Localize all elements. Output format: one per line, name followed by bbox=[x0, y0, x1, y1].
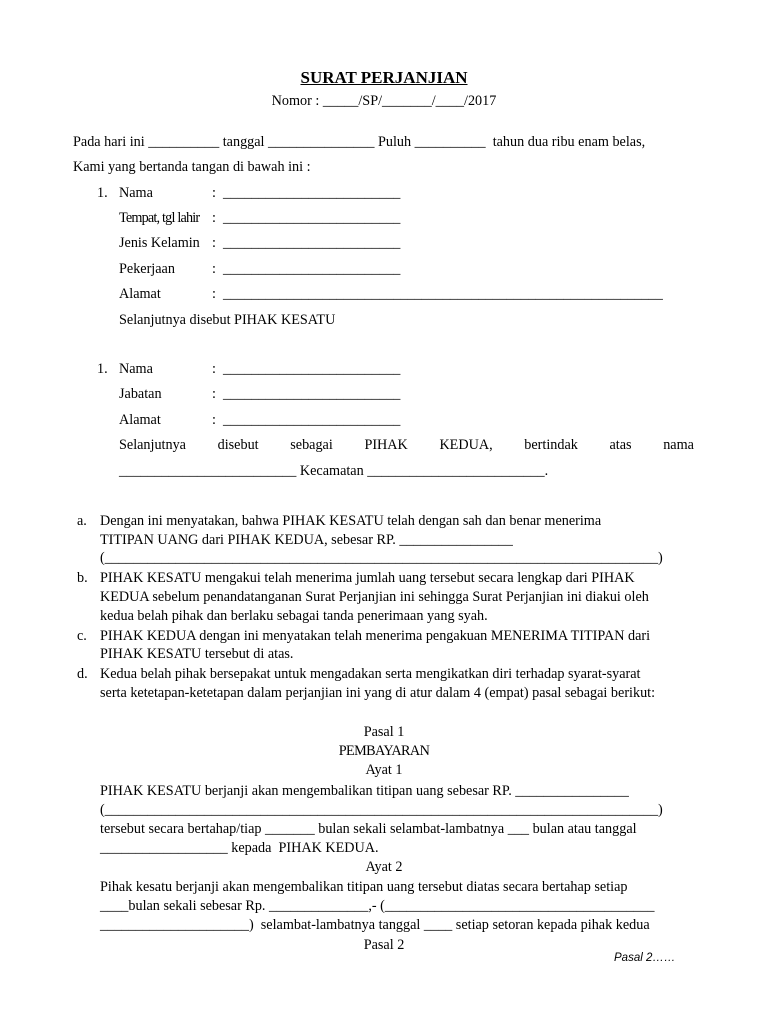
clause-c-marker: c. bbox=[77, 628, 87, 644]
party1-job-field: : _________________________ bbox=[212, 261, 401, 277]
party2-position-label: Jabatan bbox=[119, 386, 162, 402]
closing-word: atas bbox=[609, 437, 632, 453]
pasal1-heading: Pasal 1 bbox=[363, 724, 405, 740]
ayat2-line: ____bulan sekali sebesar Rp. ______________,- (______________________________________ bbox=[100, 898, 655, 914]
closing-word: bertindak bbox=[524, 437, 578, 453]
ayat2-heading: Ayat 2 bbox=[365, 859, 403, 875]
clause-a-line: Dengan ini menyatakan, bahwa PIHAK KESATU telah dengan sah dan benar menerima bbox=[100, 513, 602, 529]
clause-b-line: kedua belah pihak dan berlaku sebagai tanda penerimaan yang syah. bbox=[100, 608, 488, 624]
clause-a-marker: a. bbox=[77, 513, 87, 529]
clause-d-line: Kedua belah pihak bersepakat untuk mengadakan serta mengikatkan diri terhadap syarat-syarat bbox=[100, 666, 641, 682]
pasal2-heading: Pasal 2 bbox=[363, 937, 405, 953]
party1-closing: Selanjutnya disebut PIHAK KESATU bbox=[119, 312, 336, 328]
party1-address-label: Alamat bbox=[119, 286, 161, 302]
clause-a-line: TITIPAN UANG dari PIHAK KEDUA, sebesar RP. ________________ bbox=[100, 532, 513, 548]
closing-word: Selanjutnya bbox=[119, 437, 186, 453]
document-number: Nomor : _____/SP/_______/____/2017 bbox=[271, 93, 497, 109]
party1-birth-field: : _________________________ bbox=[212, 210, 401, 226]
party2-name-field: : _________________________ bbox=[212, 361, 401, 377]
party1-gender-label: Jenis Kelamin bbox=[119, 235, 200, 251]
closing-word: sebagai bbox=[290, 437, 333, 453]
intro-line-2: Kami yang bertanda tangan di bawah ini : bbox=[73, 159, 311, 175]
closing-word: PIHAK bbox=[364, 437, 408, 453]
clause-c-line: PIHAK KESATU tersebut di atas. bbox=[100, 646, 294, 662]
pasal1-subheading: PEMBAYARAN bbox=[338, 743, 430, 759]
clause-b-line: KEDUA sebelum penandatanganan Surat Perjanjian ini sehingga Surat Perjanjian ini diakui oleh bbox=[100, 589, 649, 605]
party1-birth-label: Tempat, tgl lahir bbox=[119, 210, 200, 226]
closing-word: KEDUA, bbox=[439, 437, 493, 453]
clause-b-line: PIHAK KESATU mengakui telah menerima jumlah uang tersebut secara lengkap dari PIHAK bbox=[100, 570, 635, 586]
closing-word: disebut bbox=[217, 437, 259, 453]
party1-name-field: : _________________________ bbox=[212, 185, 401, 201]
clause-d-marker: d. bbox=[77, 666, 88, 682]
ayat1-line: __________________ kepada PIHAK KEDUA. bbox=[100, 840, 379, 856]
party1-job-label: Pekerjaan bbox=[119, 261, 175, 277]
clause-a-line: (______________________________________________________________________________) bbox=[100, 550, 663, 566]
ayat2-line: Pihak kesatu berjanji akan mengembalikan titipan uang tersebut diatas secara bertahap setiap bbox=[100, 879, 628, 895]
clause-c-line: PIHAK KEDUA dengan ini menyatakan telah menerima pengakuan MENERIMA TITIPAN dari bbox=[100, 628, 651, 644]
document-title: SURAT PERJANJIAN bbox=[300, 68, 468, 87]
party1-gender-field: : _________________________ bbox=[212, 235, 401, 251]
closing-word: nama bbox=[663, 437, 694, 453]
page-footer: Pasal 2…… bbox=[614, 952, 676, 964]
ayat1-line: tersebut secara bertahap/tiap _______ bulan sekali selambat-lambatnya ___ bulan atau tanggal bbox=[100, 821, 637, 837]
intro-line-1: Pada hari ini __________ tanggal _______________ Puluh __________ tahun dua ribu enam belas, bbox=[73, 134, 646, 150]
party2-position-field: : _________________________ bbox=[212, 386, 401, 402]
ayat2-line: _____________________) selambat-lambatnya tanggal ____ setiap setoran kepada pihak kedua bbox=[100, 917, 650, 933]
ayat1-line: PIHAK KESATU berjanji akan mengembalikan titipan uang sebesar RP. ________________ bbox=[100, 783, 629, 799]
party1-name-label: Nama bbox=[119, 185, 153, 201]
party2-address-field: : _________________________ bbox=[212, 412, 401, 428]
party2-address-label: Alamat bbox=[119, 412, 161, 428]
ayat1-heading: Ayat 1 bbox=[365, 762, 403, 778]
clause-b-marker: b. bbox=[77, 570, 88, 586]
party2-closing-line-1 bbox=[119, 436, 694, 454]
ayat1-line: (______________________________________________________________________________) bbox=[100, 802, 663, 818]
party2-closing-line-2: _________________________ Kecamatan _________________________. bbox=[119, 463, 549, 479]
party1-address-field: : ______________________________________________________________ bbox=[212, 286, 663, 302]
clause-d-line: serta ketetapan-ketetapan dalam perjanjian ini yang di atur dalam 4 (empat) pasal sebagai berikut: bbox=[100, 685, 656, 701]
party2-name-label: Nama bbox=[119, 361, 153, 377]
party1-number: 1. bbox=[97, 185, 108, 201]
party2-number: 1. bbox=[97, 361, 108, 377]
